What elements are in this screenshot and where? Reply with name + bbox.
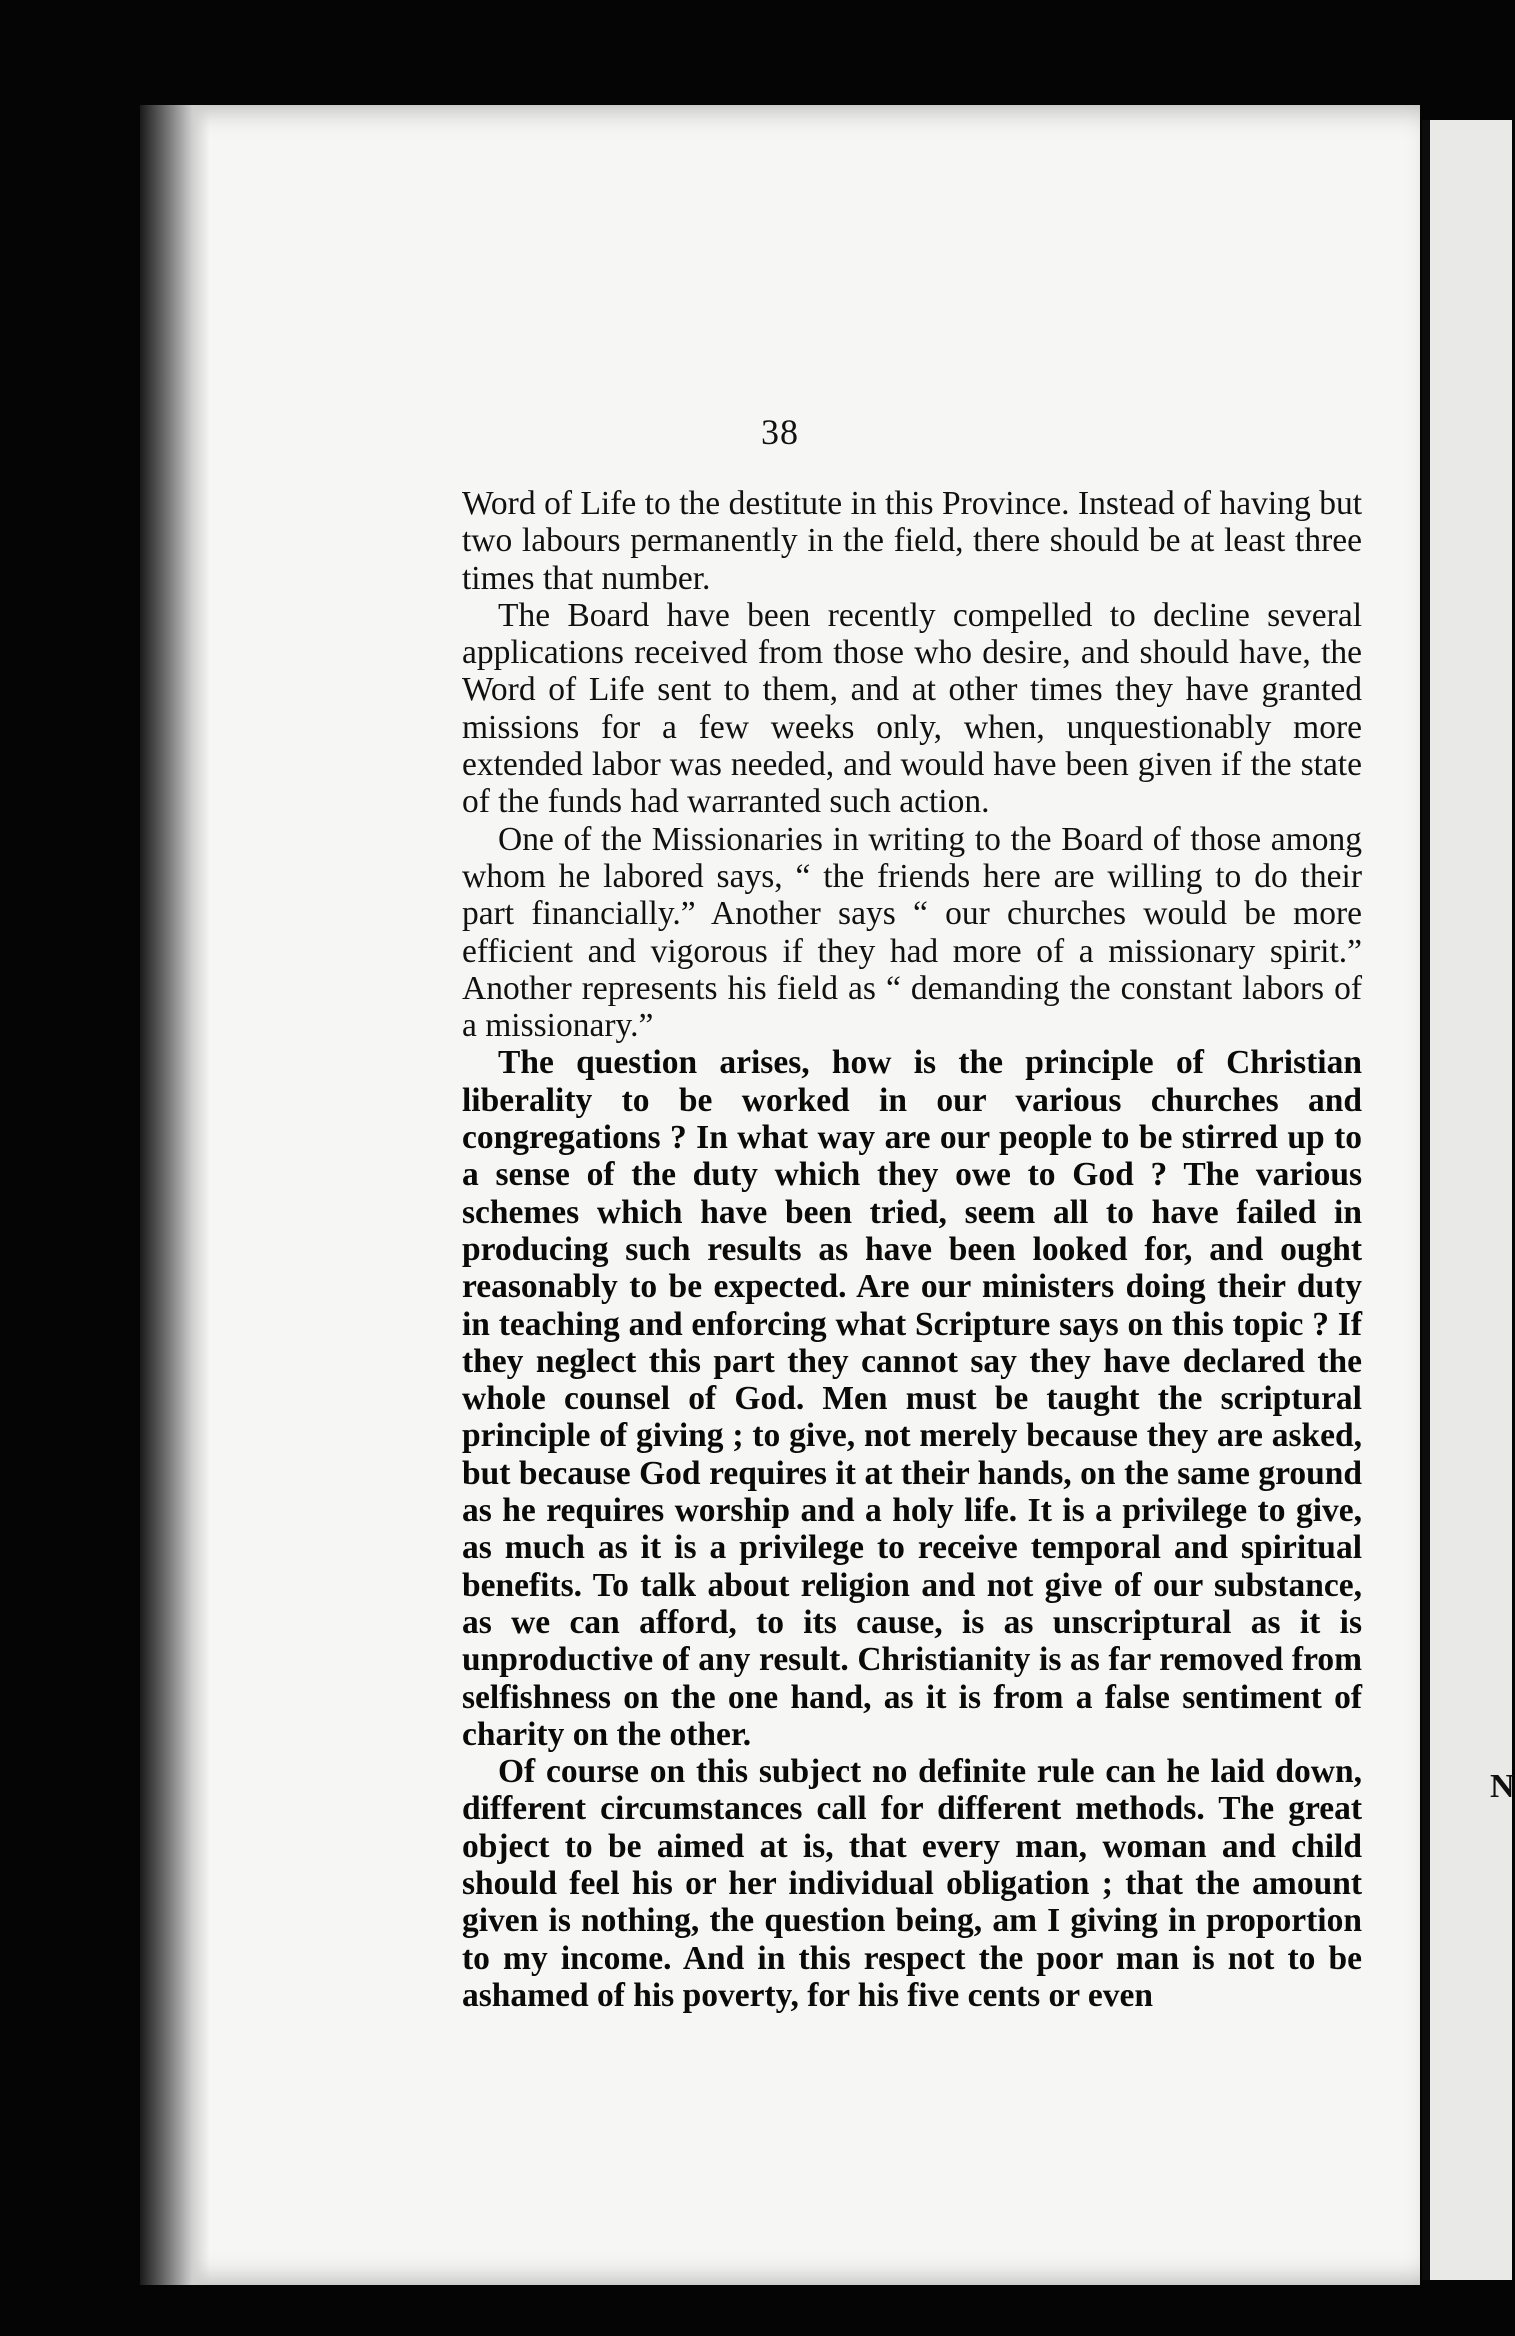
adjacent-page-letter: N [1490,1768,1515,1805]
adjacent-page-edge [1430,120,1512,2280]
book-page [140,105,1420,2285]
paragraph-3: One of the Missionaries in writing to the Board of those among whom he labored says, “ the friends here are willing to do their part financially.” Another says “ our churches would be more efficient and vigorous if they had more of a missionary spirit.” Another represents his field as “ demanding the constant labors of a missionary.” [462,820,1362,1045]
page-edge-divider [1422,120,1430,2280]
paragraph-1: Word of Life to the destitute in this Province. Instead of having but two labours permanently in the field, there should be at least three times that number. [462,485,1362,597]
page-number: 38 [761,412,799,452]
paragraph-4: The question arises, how is the principle of Christian liberality to be worked in our various churches and congregations ? In what way are our people to be stirred up to a sense of the duty which they owe to God ? The various schemes which have been tried, seem all to have failed in producing such results as have been looked for, and ought reasonably to be expected. Are our ministers doing their duty in teaching and enforcing what Scripture says on this topic ? If they neglect this part they cannot say they have declared the whole counsel of God. Men must be taught the scriptural principle of giving ; to give, not merely because they are asked, but because God requires it at their hands, on the same ground as he requires worship and a holy life. It is a privilege to give, as much as it is a privilege to receive temporal and spiritual benefits. To talk about religion and not give of our substance, as we can afford, to its cause, is as unscriptural as it is unproductive of any result. Christianity is as far removed from selfishness on the one hand, as it is from a false sentiment of charity on the other. [462,1044,1362,1753]
paragraph-5: Of course on this subject no definite rule can he laid down, different circumstances call for different methods. The great object to be aimed at is, that every man, woman and child should feel his or her individual obligation ; that the amount given is nothing, the question being, am I giving in proportion to my income. And in this respect the poor man is not to be ashamed of his poverty, for his five cents or even [462,1753,1362,2014]
body-text [462,485,1362,2014]
binding-gutter-shadow [140,105,210,2285]
paragraph-2: The Board have been recently compelled to decline several applications received from those who desire, and should have, the Word of Life sent to them, and at other times they have granted missions for a few weeks only, when, unquestionably more extended labor was needed, and would have been given if the state of the funds had warranted such action. [462,596,1362,821]
